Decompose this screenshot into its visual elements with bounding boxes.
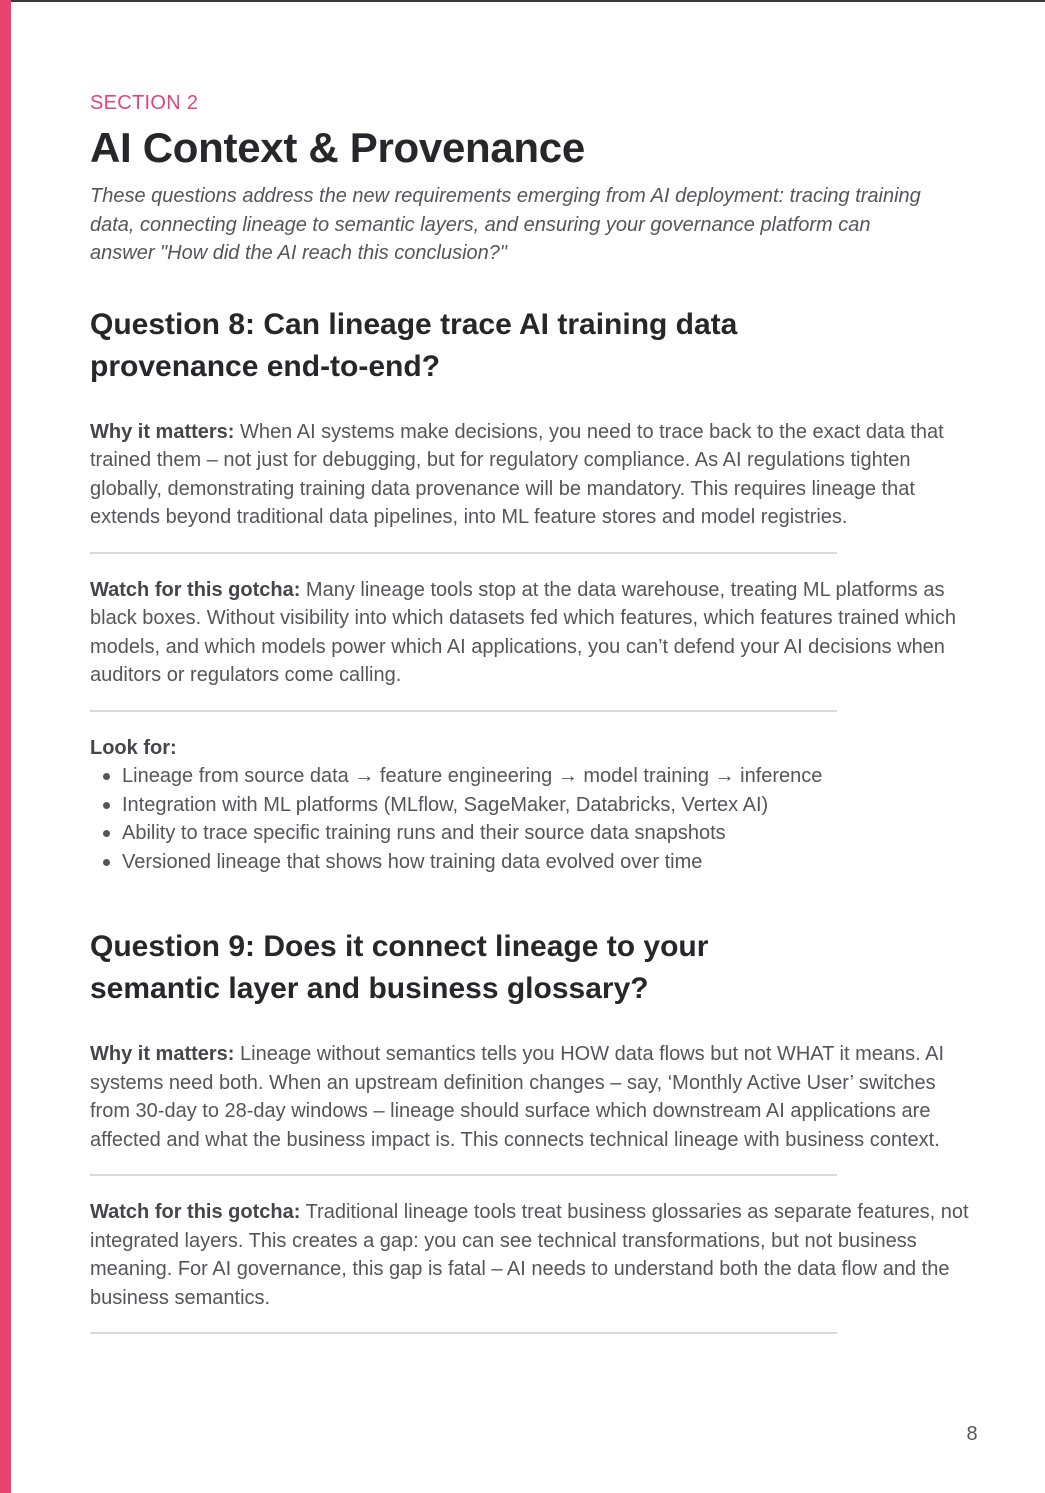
divider [90, 1332, 837, 1334]
question-8-gotcha [90, 576, 970, 690]
bullet-icon [103, 802, 110, 809]
list-item [100, 848, 970, 877]
gotcha-label: Watch for this gotcha: [90, 1201, 301, 1223]
section-label: SECTION 2 [90, 92, 199, 114]
page-title: AI Context & Provenance [90, 124, 585, 171]
divider [90, 552, 837, 554]
bullet-icon [103, 773, 110, 780]
list-item-text: Versioned lineage that shows how training data evolved over time [122, 850, 703, 873]
list-item-text: Ability to trace specific training runs and their source data snapshots [122, 822, 726, 844]
question-9-why-it-matters [90, 1040, 970, 1154]
question-8-heading: Question 8: Can lineage trace AI training data provenance end-to-end? [90, 307, 738, 383]
why-it-matters-text: Lineage without semantics tells you HOW data flows but not WHAT it means. AI systems need both. When an upstream definition changes – say, ‘Monthly Active User’ switches from 30-day to 28-day windows – lineage should surface which downstream AI applications are affected and what the business impact is. This connects technical lineage with business context. [90, 1043, 945, 1151]
list-item [100, 819, 970, 848]
why-it-matters-text: When AI systems make decisions, you need to trace back to the exact data that trained them – not just for debugging, but for regulatory compliance. As AI regulations tighten globally, demonstrating training data provenance will be mandatory. This requires lineage that extends beyond traditional data pipelines, into ML feature stores and model registries. [90, 420, 944, 528]
bullet-icon [103, 859, 110, 866]
list-item [100, 762, 970, 791]
top-border [0, 0, 1045, 2]
look-for-list [90, 762, 970, 876]
question-9-heading: Question 9: Does it connect lineage to your semantic layer and business glossary? [90, 930, 709, 1005]
question-8-why-it-matters [90, 418, 970, 532]
divider [90, 1174, 837, 1176]
question-9-gotcha [90, 1198, 970, 1312]
why-it-matters-label: Why it matters: [90, 420, 235, 443]
page-content [90, 90, 970, 1334]
list-item-text: Lineage from source data → feature engineering → model training → inference [122, 765, 823, 787]
section-intro: These questions address the new requirements emerging from AI deployment: tracing training data, connecting lineage to semantic layers, and ensuring your governance platform can answer "How did the AI reach this conclusion?" [90, 185, 921, 264]
look-for-label: Look for: [90, 736, 177, 759]
accent-bar [0, 0, 11, 1493]
gotcha-label: Watch for this gotcha: [90, 578, 301, 601]
page-number: 8 [966, 1423, 978, 1445]
bullet-icon [103, 830, 110, 837]
list-item-text: Integration with ML platforms (MLflow, SageMaker, Databricks, Vertex AI) [122, 793, 769, 816]
why-it-matters-label: Why it matters: [90, 1043, 235, 1065]
list-item [100, 791, 970, 820]
gotcha-text: Many lineage tools stop at the data warehouse, treating ML platforms as black boxes. Without visibility into which datasets fed which features, which features trained which models, and which models power which AI applications, you can’t defend your AI decisions when auditors or regulators come calling. [90, 578, 956, 686]
gotcha-text: Traditional lineage tools treat business glossaries as separate features, not integrated layers. This creates a gap: you can see technical transformations, but not business meaning. For AI governance, this gap is fatal – AI needs to understand both the data flow and the business semantics. [90, 1201, 969, 1309]
divider [90, 710, 837, 712]
